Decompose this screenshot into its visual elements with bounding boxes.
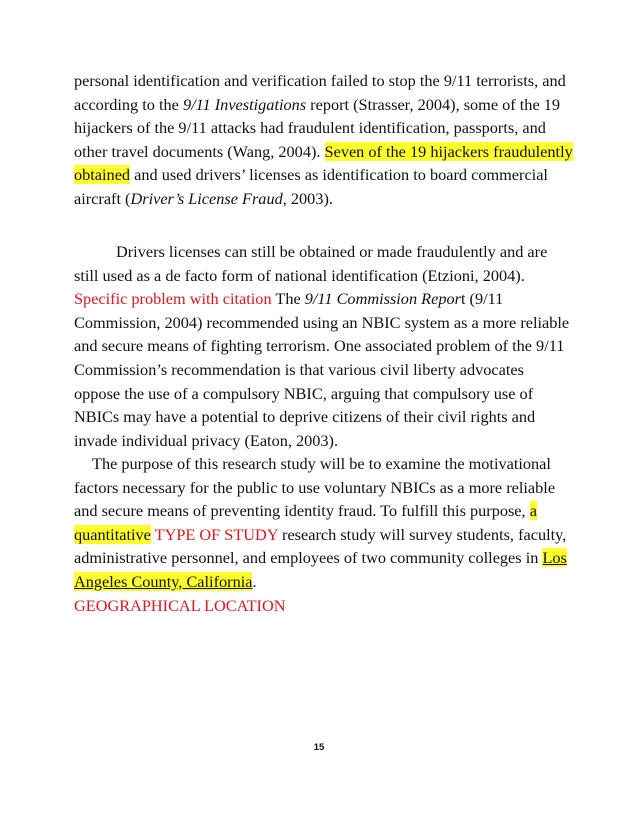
paragraph-2-text-2: The	[271, 289, 305, 309]
annotation-type-of-study: TYPE OF STUDY	[154, 524, 278, 544]
paragraph-1-text-2: report (Strasser, 2004), some of the 19 hijackers of the 9/11 attacks had fraudulent identification, passports, and other travel documents (Wang, 2004).	[74, 94, 561, 161]
paragraph-2	[74, 240, 574, 452]
paragraph-1-text-1: personal identification and verification failed to stop the 9/11 terrorists, and according to the	[74, 71, 566, 114]
report-title-9-11-commission: 9/11 Commission Repor	[304, 289, 461, 309]
annotation-specific-problem: Specific problem with citation	[74, 289, 272, 309]
paragraph-3-text-2: research study will survey students, faculty, administrative personnel, and employees of two community colleges in	[74, 524, 567, 568]
citation-title-drivers-license-fraud: Driver’s License Fraud	[130, 188, 283, 208]
paragraph-1-text-4: , 2003).	[282, 188, 333, 208]
paragraph-2-text-3: t (9/11 Commission, 2004) recommended using an NBIC system as a more reliable and secure means of fighting terrorism. One associated problem of the 9/11 Commission’s recommendation is that various civil liberty advocates oppose the use of a compulsory NBIC, arguing that compulsory use of NBICs may have a potential to deprive citizens of their civil rights and invade individual privacy (Eaton, 2003).	[74, 289, 570, 450]
highlight-hijackers-claim: Seven of the 19 hijackers fraudulently obtained	[74, 141, 573, 185]
paragraph-3-text-1: The purpose of this research study will be to examine the motivational factors necessary for the public to use voluntary NBICs as a more reliable and secure means of preventing identity fraud. To fulfill this purpose,	[74, 454, 556, 521]
paragraph-2-text-1: Drivers licenses can still be obtained or made fraudulently and are still used as a de facto form of national identification (Etzioni, 2004).	[74, 242, 548, 285]
report-title-9-11-investigations: 9/11 Investigations	[182, 94, 307, 114]
page-number: 15	[313, 742, 325, 753]
paragraph-1-text-3: and used drivers’ licenses as identification to board commercial aircraft (	[74, 165, 548, 208]
annotation-geographical-location: GEOGRAPHICAL LOCATION	[74, 595, 286, 615]
paragraph-3-period: .	[252, 571, 257, 591]
paragraph-3	[74, 452, 574, 617]
highlight-quantitative: a quantitative	[74, 501, 537, 544]
highlight-location: Los Angeles County, California	[74, 548, 567, 591]
paragraph-1	[74, 69, 574, 211]
